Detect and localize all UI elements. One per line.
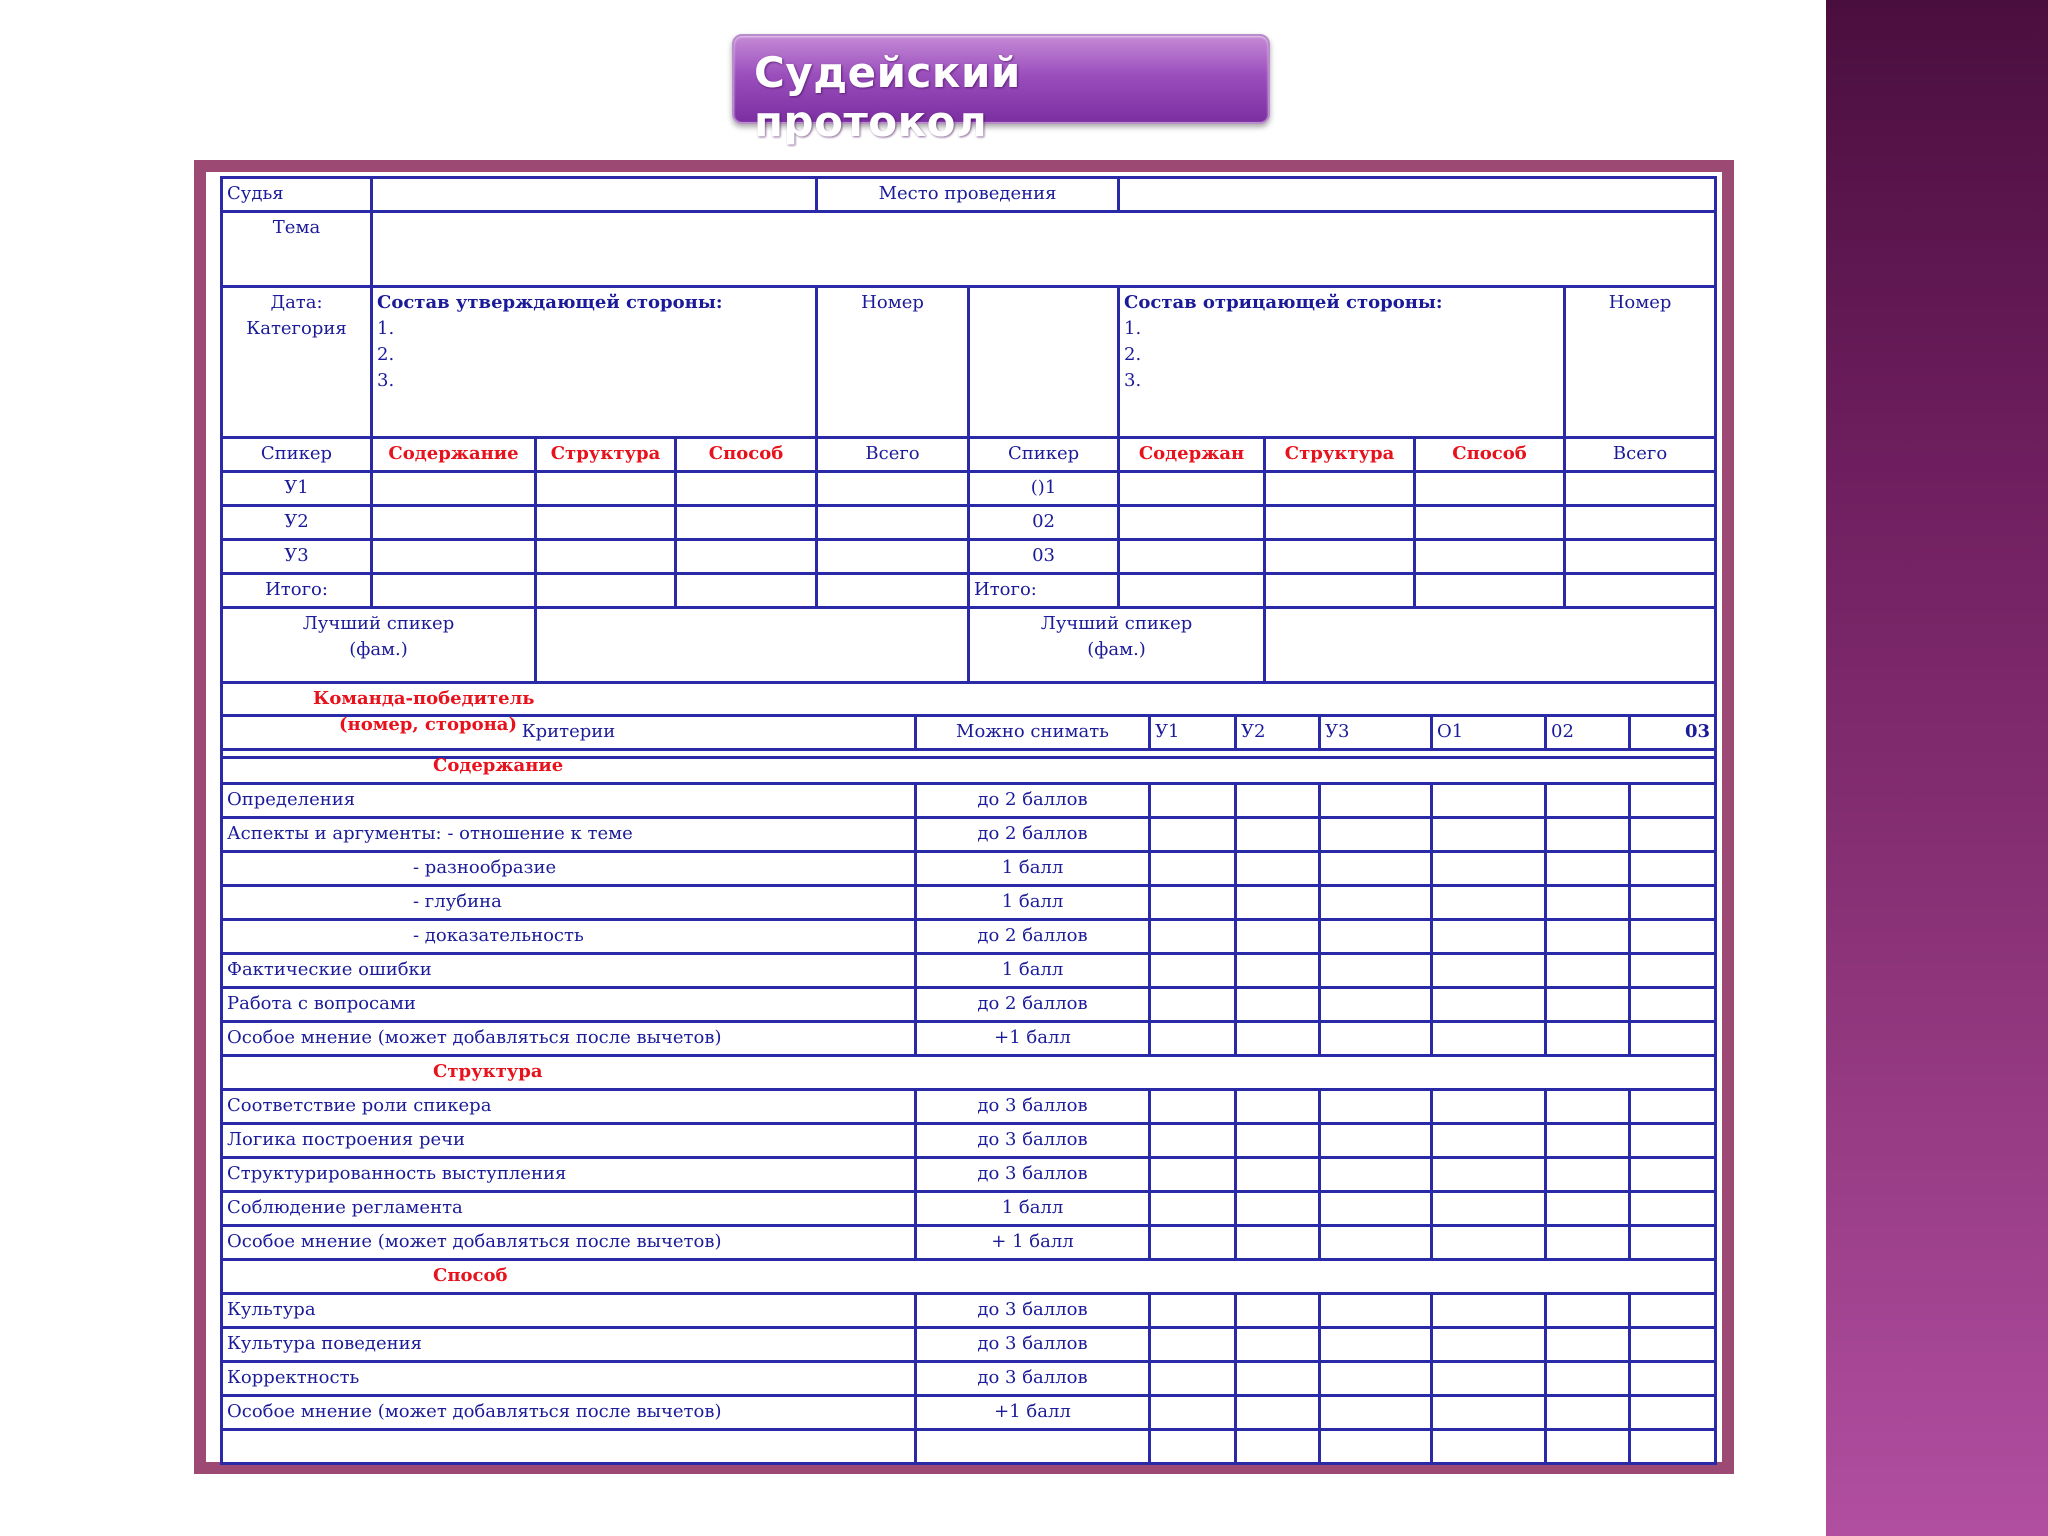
score-cell[interactable] — [1565, 506, 1716, 540]
criteria-score-cell[interactable] — [1236, 1294, 1320, 1328]
criteria-score-cell[interactable] — [1320, 1226, 1432, 1260]
criteria-score-cell[interactable] — [1630, 1294, 1716, 1328]
score-cell[interactable] — [1265, 540, 1415, 574]
criteria-label: Соблюдение регламента — [222, 1192, 916, 1226]
criteria-row — [222, 1124, 1716, 1158]
best-speaker-field-neg[interactable] — [1265, 608, 1716, 683]
criteria-score-cell[interactable] — [1236, 1430, 1320, 1464]
criteria-score-cell[interactable] — [1432, 1396, 1546, 1430]
category-label: Категория — [246, 318, 347, 339]
criteria-score-cell[interactable] — [1546, 920, 1630, 954]
protocol-sheet — [206, 172, 1722, 1462]
criteria-score-cell[interactable] — [1236, 988, 1320, 1022]
best-speaker-aff — [222, 608, 536, 683]
criteria-label: - доказательность — [222, 920, 916, 954]
affirmative-number-label: Номер — [817, 287, 969, 438]
criteria-score-cell — [916, 1430, 1150, 1464]
criteria-row — [222, 818, 1716, 852]
criteria-row — [222, 1022, 1716, 1056]
criteria-row — [222, 1328, 1716, 1362]
criteria-label: Логика построения речи — [222, 1124, 916, 1158]
topic-label: Тема — [222, 212, 372, 287]
criteria-score-cell[interactable] — [1630, 1022, 1716, 1056]
criteria-label: Культура — [222, 1294, 916, 1328]
criteria-points: до 3 баллов — [916, 1158, 1150, 1192]
criteria-score-cell[interactable] — [1546, 1124, 1630, 1158]
criteria-score-cell[interactable] — [1630, 1124, 1716, 1158]
criteria-score-cell[interactable] — [1630, 1090, 1716, 1124]
decorative-side-band — [1826, 0, 2048, 1536]
criteria-score-cell[interactable] — [1432, 954, 1546, 988]
affirmative-member-2: 2. — [377, 344, 395, 365]
criteria-section-title: Содержание — [222, 750, 1716, 784]
criteria-points: до 2 баллов — [916, 818, 1150, 852]
header-row-topic — [222, 212, 1716, 287]
affirmative-team-cell — [372, 287, 817, 438]
criteria-label: Соответствие роли спикера — [222, 1090, 916, 1124]
criteria-score-cell[interactable] — [1320, 1430, 1432, 1464]
criteria-score-cell[interactable] — [1236, 954, 1320, 988]
column-o1: О1 — [1432, 716, 1546, 750]
sum-label-aff: Итого: — [222, 574, 372, 608]
score-cell[interactable] — [676, 574, 817, 608]
criteria-score-cell[interactable] — [1150, 920, 1236, 954]
criteria-score-cell[interactable] — [1150, 1226, 1236, 1260]
criteria-score-cell[interactable] — [1432, 784, 1546, 818]
criteria-score-cell[interactable] — [1320, 920, 1432, 954]
score-cell[interactable] — [1119, 472, 1265, 506]
criteria-score-cell[interactable] — [1320, 1158, 1432, 1192]
criteria-score-cell[interactable] — [1630, 852, 1716, 886]
criteria-score-cell[interactable] — [1630, 1328, 1716, 1362]
best-speaker-label-aff: Лучший спикер — [302, 613, 455, 634]
total-header-aff: Всего — [817, 438, 969, 472]
criteria-score-cell[interactable] — [1236, 1362, 1320, 1396]
column-u3: У3 — [1320, 716, 1432, 750]
score-cell[interactable] — [1565, 472, 1716, 506]
criteria-points: +1 балл — [916, 1396, 1150, 1430]
criteria-label: Корректность — [222, 1362, 916, 1396]
score-cell[interactable] — [536, 506, 676, 540]
column-u2: У2 — [1236, 716, 1320, 750]
criteria-score-cell[interactable] — [1432, 920, 1546, 954]
speaker-header-neg: Спикер — [969, 438, 1119, 472]
criteria-row — [222, 1192, 1716, 1226]
criteria-score-cell[interactable] — [1546, 1022, 1630, 1056]
score-cell[interactable] — [372, 574, 536, 608]
score-row-3 — [222, 540, 1716, 574]
criteria-score-cell[interactable] — [1150, 988, 1236, 1022]
aff-speaker-2: У2 — [222, 506, 372, 540]
score-cell[interactable] — [1265, 574, 1415, 608]
venue-label: Место проведения — [817, 178, 1119, 212]
criteria-score-cell[interactable] — [1236, 1396, 1320, 1430]
criteria-section-title: Способ — [222, 1260, 1716, 1294]
criteria-score-cell[interactable] — [1546, 1158, 1630, 1192]
neg-speaker-2: 02 — [969, 506, 1119, 540]
criteria-row — [222, 1362, 1716, 1396]
score-cell[interactable] — [1119, 574, 1265, 608]
criteria-points: до 3 баллов — [916, 1328, 1150, 1362]
criteria-points: до 3 баллов — [916, 1124, 1150, 1158]
negative-member-2: 2. — [1124, 344, 1142, 365]
criteria-score-cell[interactable] — [1320, 784, 1432, 818]
score-row-2 — [222, 506, 1716, 540]
criteria-score-cell[interactable] — [1546, 784, 1630, 818]
surname-label-neg: (фам.) — [1087, 639, 1146, 660]
criteria-points: до 2 баллов — [916, 784, 1150, 818]
criteria-section-row — [222, 750, 1716, 784]
criteria-header-row — [222, 716, 1716, 750]
criteria-row — [222, 1294, 1716, 1328]
method-header-neg: Способ — [1415, 438, 1565, 472]
score-cell[interactable] — [536, 472, 676, 506]
deduct-header: Можно снимать — [916, 716, 1150, 750]
score-header-row — [222, 438, 1716, 472]
criteria-score-cell[interactable] — [1150, 1124, 1236, 1158]
winner-note: (номер, сторона) — [339, 714, 517, 735]
score-cell[interactable] — [676, 506, 817, 540]
affirmative-member-3: 3. — [377, 370, 395, 391]
criteria-score-cell[interactable] — [1320, 1396, 1432, 1430]
score-cell[interactable] — [372, 506, 536, 540]
criteria-score-cell[interactable] — [1236, 818, 1320, 852]
criteria-score-cell[interactable] — [1236, 1090, 1320, 1124]
score-cell[interactable] — [817, 540, 969, 574]
criteria-score-cell[interactable] — [1236, 852, 1320, 886]
score-cell[interactable] — [1119, 540, 1265, 574]
criteria-score-cell[interactable] — [1432, 988, 1546, 1022]
slide-title-box — [732, 34, 1270, 146]
affirmative-number-field[interactable] — [969, 287, 1119, 438]
protocol-table — [220, 176, 1717, 759]
criteria-score-cell[interactable] — [1320, 1022, 1432, 1056]
criteria-label: Особое мнение (может добавляться после вычетов) — [222, 1022, 916, 1056]
criteria-score-cell[interactable] — [1150, 886, 1236, 920]
score-cell[interactable] — [1119, 506, 1265, 540]
criteria-score-cell[interactable] — [1150, 1328, 1236, 1362]
criteria-score-cell[interactable] — [1236, 1124, 1320, 1158]
score-cell[interactable] — [536, 574, 676, 608]
criteria-score-cell[interactable] — [1432, 1362, 1546, 1396]
best-speaker-label-neg: Лучший спикер — [1040, 613, 1193, 634]
criteria-label: - разнообразие — [222, 852, 916, 886]
criteria-score-cell[interactable] — [1546, 1192, 1630, 1226]
criteria-score-cell[interactable] — [1546, 818, 1630, 852]
criteria-score-cell[interactable] — [1236, 1022, 1320, 1056]
aff-speaker-3: У3 — [222, 540, 372, 574]
content-header-aff: Содержание — [372, 438, 536, 472]
criteria-score-cell[interactable] — [1320, 1362, 1432, 1396]
criteria-row — [222, 1090, 1716, 1124]
criteria-score-cell[interactable] — [1432, 1328, 1546, 1362]
criteria-points: до 2 баллов — [916, 988, 1150, 1022]
score-cell[interactable] — [1415, 574, 1565, 608]
criteria-score-cell[interactable] — [1320, 1294, 1432, 1328]
score-cell[interactable] — [1415, 472, 1565, 506]
criteria-label: Определения — [222, 784, 916, 818]
score-cell[interactable] — [817, 506, 969, 540]
criteria-row — [222, 1226, 1716, 1260]
best-speaker-neg — [969, 608, 1265, 683]
criteria-label: Структурированность выступления — [222, 1158, 916, 1192]
criteria-score-cell[interactable] — [1432, 886, 1546, 920]
criteria-score-cell[interactable] — [1546, 1430, 1630, 1464]
score-cell[interactable] — [372, 472, 536, 506]
criteria-score-cell[interactable] — [1546, 852, 1630, 886]
column-u1: У1 — [1150, 716, 1236, 750]
criteria-score-cell[interactable] — [1432, 852, 1546, 886]
criteria-label: Особое мнение (может добавляться после вычетов) — [222, 1396, 916, 1430]
column-o3: 03 — [1630, 716, 1716, 750]
criteria-label: Фактические ошибки — [222, 954, 916, 988]
aff-speaker-1: У1 — [222, 472, 372, 506]
score-sum-row — [222, 574, 1716, 608]
criteria-score-cell[interactable] — [1150, 1294, 1236, 1328]
criteria-score-cell[interactable] — [1150, 818, 1236, 852]
criteria-score-cell[interactable] — [1150, 1362, 1236, 1396]
criteria-score-cell[interactable] — [1630, 1158, 1716, 1192]
affirmative-label: Состав утверждающей стороны: — [377, 292, 723, 313]
criteria-score-cell[interactable] — [1236, 1328, 1320, 1362]
criteria-blank-row — [222, 1430, 1716, 1464]
criteria-score-cell[interactable] — [1432, 1022, 1546, 1056]
criteria-score-cell[interactable] — [1432, 1226, 1546, 1260]
criteria-row — [222, 784, 1716, 818]
header-row-judge — [222, 178, 1716, 212]
criteria-points: до 2 баллов — [916, 920, 1150, 954]
negative-label: Состав отрицающей стороны: — [1124, 292, 1443, 313]
score-cell[interactable] — [1565, 574, 1716, 608]
criteria-score-cell[interactable] — [1320, 1124, 1432, 1158]
criteria-score-cell[interactable] — [1546, 1396, 1630, 1430]
criteria-score-cell[interactable] — [1630, 1430, 1716, 1464]
criteria-score-cell[interactable] — [1630, 1396, 1716, 1430]
negative-member-3: 3. — [1124, 370, 1142, 391]
criteria-section-row — [222, 1056, 1716, 1090]
criteria-score-cell[interactable] — [1630, 818, 1716, 852]
header-row-teams — [222, 287, 1716, 438]
criteria-label: - глубина — [222, 886, 916, 920]
judge-label: Судья — [222, 178, 372, 212]
criteria-points: до 3 баллов — [916, 1362, 1150, 1396]
criteria-score-cell[interactable] — [1546, 1226, 1630, 1260]
criteria-row — [222, 988, 1716, 1022]
criteria-score-cell[interactable] — [1432, 1192, 1546, 1226]
date-category-cell — [222, 287, 372, 438]
speaker-header-aff: Спикер — [222, 438, 372, 472]
topic-field[interactable] — [372, 212, 1716, 287]
date-label: Дата: — [270, 292, 323, 313]
score-cell[interactable] — [817, 574, 969, 608]
criteria-score-cell[interactable] — [1236, 1226, 1320, 1260]
criteria-label: Аспекты и аргументы: - отношение к теме — [222, 818, 916, 852]
criteria-score-cell[interactable] — [1432, 1158, 1546, 1192]
criteria-row — [222, 1158, 1716, 1192]
score-row-1 — [222, 472, 1716, 506]
criteria-score-cell — [222, 1430, 916, 1464]
winner-label: Команда-победитель — [313, 688, 535, 709]
criteria-section-row — [222, 1260, 1716, 1294]
criteria-label: Культура поведения — [222, 1328, 916, 1362]
sum-label-neg: Итого: — [969, 574, 1119, 608]
criteria-score-cell[interactable] — [1150, 954, 1236, 988]
slide-title: Судейский протокол — [754, 48, 1021, 146]
criteria-section-title: Структура — [222, 1056, 1716, 1090]
criteria-score-cell[interactable] — [1320, 988, 1432, 1022]
criteria-score-cell[interactable] — [1546, 1328, 1630, 1362]
score-cell[interactable] — [372, 540, 536, 574]
score-cell[interactable] — [536, 540, 676, 574]
criteria-points: 1 балл — [916, 1192, 1150, 1226]
criteria-score-cell[interactable] — [1236, 784, 1320, 818]
content-header-neg: Содержан — [1119, 438, 1265, 472]
criteria-score-cell[interactable] — [1630, 886, 1716, 920]
criteria-points: 1 балл — [916, 886, 1150, 920]
criteria-score-cell[interactable] — [1432, 1124, 1546, 1158]
criteria-row — [222, 852, 1716, 886]
neg-speaker-1: ()1 — [969, 472, 1119, 506]
criteria-score-cell[interactable] — [1150, 852, 1236, 886]
score-cell[interactable] — [1415, 506, 1565, 540]
criteria-score-cell[interactable] — [1320, 886, 1432, 920]
method-header-aff: Способ — [676, 438, 817, 472]
criteria-score-cell[interactable] — [1546, 1362, 1630, 1396]
criteria-score-cell[interactable] — [1150, 784, 1236, 818]
criteria-label: Работа с вопросами — [222, 988, 916, 1022]
criteria-score-cell[interactable] — [1236, 1192, 1320, 1226]
negative-member-1: 1. — [1124, 318, 1142, 339]
criteria-score-cell[interactable] — [1150, 1158, 1236, 1192]
criteria-score-cell[interactable] — [1150, 1396, 1236, 1430]
criteria-score-cell[interactable] — [1236, 920, 1320, 954]
criteria-score-cell[interactable] — [1320, 954, 1432, 988]
criteria-score-cell[interactable] — [1432, 1430, 1546, 1464]
criteria-score-cell[interactable] — [1546, 886, 1630, 920]
score-cell[interactable] — [1265, 506, 1415, 540]
structure-header-neg: Структура — [1265, 438, 1415, 472]
surname-label-aff: (фам.) — [349, 639, 408, 660]
criteria-score-cell[interactable] — [1546, 954, 1630, 988]
column-o2: 02 — [1546, 716, 1630, 750]
neg-speaker-3: 03 — [969, 540, 1119, 574]
judge-field[interactable] — [372, 178, 817, 212]
criteria-score-cell[interactable] — [1320, 1328, 1432, 1362]
score-cell[interactable] — [817, 472, 969, 506]
criteria-score-cell[interactable] — [1320, 852, 1432, 886]
criteria-score-cell[interactable] — [1546, 988, 1630, 1022]
criteria-table — [220, 714, 1717, 1465]
criteria-score-cell[interactable] — [1630, 1362, 1716, 1396]
criteria-score-cell[interactable] — [1546, 1294, 1630, 1328]
score-cell[interactable] — [676, 540, 817, 574]
criteria-points: до 3 баллов — [916, 1294, 1150, 1328]
score-cell[interactable] — [676, 472, 817, 506]
criteria-score-cell[interactable] — [1320, 1192, 1432, 1226]
criteria-score-cell[interactable] — [1630, 1192, 1716, 1226]
criteria-score-cell[interactable] — [1320, 1090, 1432, 1124]
best-speaker-field-aff[interactable] — [536, 608, 969, 683]
criteria-score-cell[interactable] — [1432, 1294, 1546, 1328]
criteria-score-cell[interactable] — [1236, 1158, 1320, 1192]
criteria-header: Критерии — [222, 716, 916, 750]
total-header-neg: Всего — [1565, 438, 1716, 472]
criteria-score-cell[interactable] — [1150, 1430, 1236, 1464]
structure-header-aff: Структура — [536, 438, 676, 472]
criteria-score-cell[interactable] — [1630, 784, 1716, 818]
negative-team-cell — [1119, 287, 1565, 438]
criteria-row — [222, 1396, 1716, 1430]
criteria-score-cell[interactable] — [1630, 1226, 1716, 1260]
criteria-points: до 3 баллов — [916, 1090, 1150, 1124]
affirmative-member-1: 1. — [377, 318, 395, 339]
criteria-score-cell[interactable] — [1630, 988, 1716, 1022]
criteria-points: +1 балл — [916, 1022, 1150, 1056]
criteria-score-cell[interactable] — [1236, 886, 1320, 920]
criteria-points: + 1 балл — [916, 1226, 1150, 1260]
criteria-row — [222, 886, 1716, 920]
criteria-score-cell[interactable] — [1630, 920, 1716, 954]
best-speaker-row — [222, 608, 1716, 683]
criteria-score-cell[interactable] — [1432, 818, 1546, 852]
criteria-score-cell[interactable] — [1150, 1022, 1236, 1056]
criteria-score-cell[interactable] — [1150, 1090, 1236, 1124]
criteria-points: 1 балл — [916, 954, 1150, 988]
score-cell[interactable] — [1565, 540, 1716, 574]
criteria-score-cell[interactable] — [1546, 1090, 1630, 1124]
criteria-score-cell[interactable] — [1432, 1090, 1546, 1124]
negative-number-label: Номер — [1565, 287, 1716, 438]
criteria-score-cell[interactable] — [1630, 954, 1716, 988]
criteria-points: 1 балл — [916, 852, 1150, 886]
criteria-row — [222, 954, 1716, 988]
criteria-row — [222, 920, 1716, 954]
venue-field[interactable] — [1119, 178, 1716, 212]
score-cell[interactable] — [1265, 472, 1415, 506]
criteria-score-cell[interactable] — [1150, 1192, 1236, 1226]
criteria-label: Особое мнение (может добавляться после вычетов) — [222, 1226, 916, 1260]
criteria-score-cell[interactable] — [1320, 818, 1432, 852]
score-cell[interactable] — [1415, 540, 1565, 574]
